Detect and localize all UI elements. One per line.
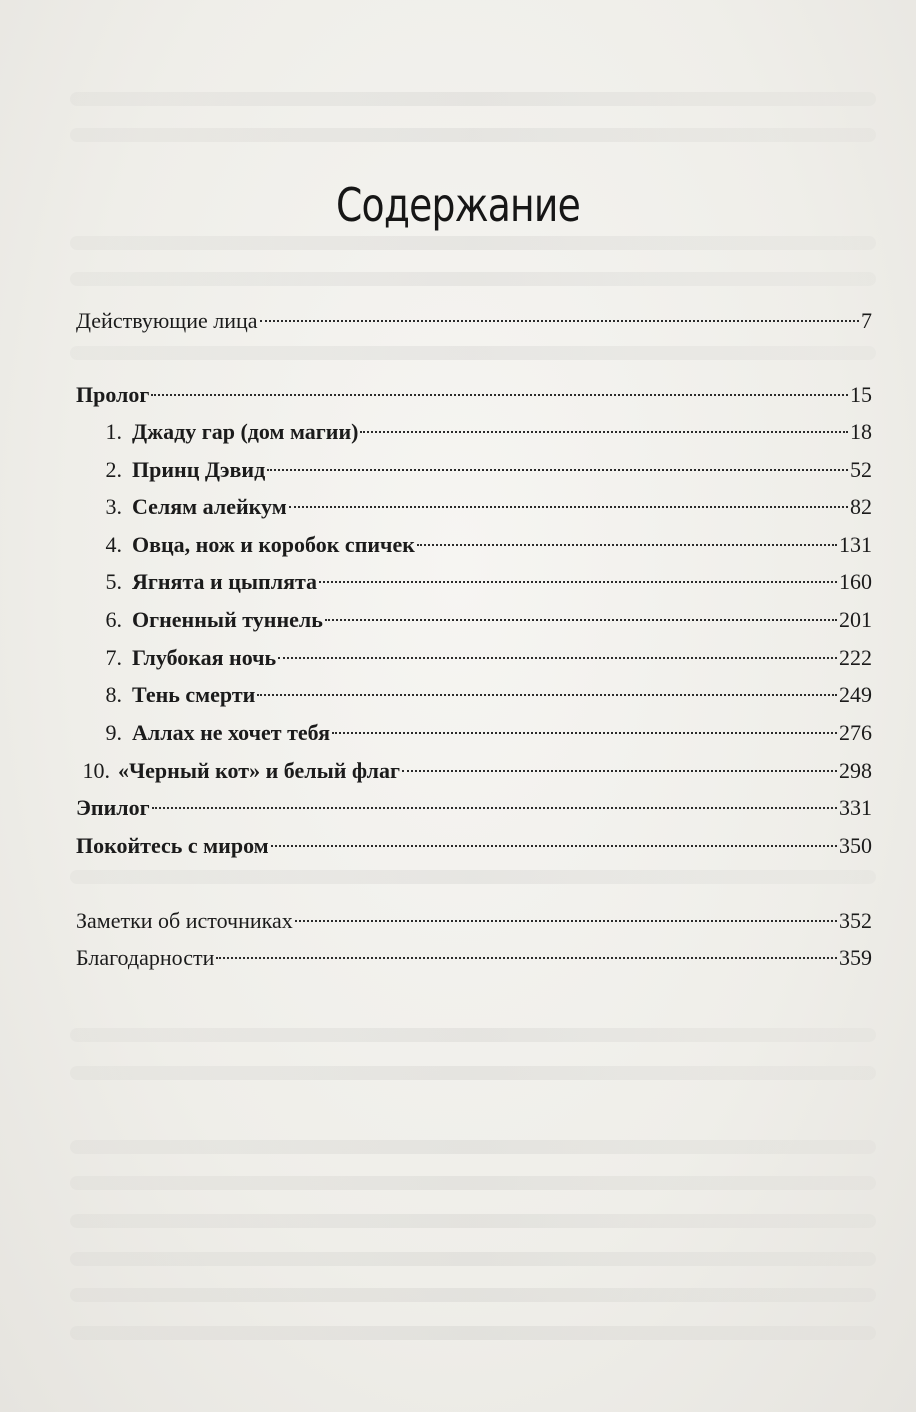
dot-leader — [295, 920, 837, 922]
page-number: 201 — [839, 607, 872, 632]
bleed-through-line — [70, 1288, 876, 1302]
toc-entry — [76, 678, 872, 712]
toc-entry — [76, 641, 872, 675]
toc-entry — [76, 791, 872, 825]
dot-leader — [325, 619, 837, 621]
bleed-through-line — [70, 92, 876, 106]
entry-title: Овца, нож и коробок спичек — [132, 532, 415, 557]
dot-leader — [319, 581, 837, 583]
dot-leader — [267, 469, 848, 471]
dot-leader — [360, 431, 848, 433]
toc-entry — [76, 941, 872, 975]
entry-title: Селям алейкум — [132, 494, 287, 519]
entry-title: Пролог — [76, 382, 150, 407]
bleed-through-line — [70, 128, 876, 142]
bleed-through-line — [70, 1140, 876, 1154]
dot-leader — [151, 394, 848, 396]
bleed-through-line — [70, 1028, 876, 1042]
entry-title: Эпилог — [76, 795, 150, 820]
bleed-through-line — [70, 346, 876, 360]
page-number: 298 — [839, 758, 872, 783]
toc-entry — [76, 304, 872, 338]
bleed-through-line — [70, 272, 876, 286]
page-number: 331 — [839, 795, 872, 820]
page-number: 7 — [861, 308, 872, 333]
page-title: Содержание — [336, 178, 580, 232]
bleed-through-line — [70, 1066, 876, 1080]
bleed-through-line — [70, 236, 876, 250]
dot-leader — [278, 657, 837, 659]
entry-title: Принц Дэвид — [132, 457, 266, 482]
entry-title: Покойтесь с миром — [76, 833, 269, 858]
page-number: 359 — [839, 945, 872, 970]
dot-leader — [289, 506, 848, 508]
entry-title: Аллах не хочет тебя — [132, 720, 331, 745]
chapter-number: 8. — [105, 682, 122, 707]
dot-leader — [260, 320, 859, 322]
dot-leader — [417, 544, 837, 546]
entry-title: Тень смерти — [132, 682, 256, 707]
bleed-through-line — [70, 1252, 876, 1266]
chapter-number: 9. — [105, 720, 122, 745]
chapter-number: 2. — [105, 457, 122, 482]
page-number: 131 — [839, 532, 872, 557]
dot-leader — [332, 732, 837, 734]
toc-entry — [76, 565, 872, 599]
toc-entry — [76, 490, 872, 524]
chapter-number: 1. — [105, 419, 122, 444]
entry-title: Ягнята и цыплята — [132, 569, 318, 594]
page-number: 52 — [850, 457, 872, 482]
bleed-through-line — [70, 1176, 876, 1190]
entry-title: «Черный кот» и белый флаг — [118, 758, 400, 783]
page-number: 15 — [850, 382, 872, 407]
bleed-through-line — [70, 870, 876, 884]
chapter-number: 4. — [105, 532, 122, 557]
toc-entry — [76, 829, 872, 863]
entry-title: Действующие лица — [76, 308, 258, 333]
toc-entry — [76, 453, 872, 487]
dot-leader — [257, 694, 837, 696]
entry-title: Джаду гар (дом магии) — [132, 419, 359, 444]
page-number: 18 — [850, 419, 872, 444]
toc-entry — [76, 415, 872, 449]
page-number: 350 — [839, 833, 872, 858]
dot-leader — [216, 957, 837, 959]
toc-entry — [76, 754, 872, 788]
page-number: 222 — [839, 645, 872, 670]
page-number: 160 — [839, 569, 872, 594]
toc-entry — [76, 904, 872, 938]
chapter-number: 5. — [105, 569, 122, 594]
toc-entry — [76, 378, 872, 412]
dot-leader — [152, 807, 837, 809]
toc-entry — [76, 716, 872, 750]
chapter-number: 6. — [105, 607, 122, 632]
chapter-number: 10. — [82, 758, 110, 783]
entry-title: Благодарности — [76, 945, 215, 970]
entry-title: Глубокая ночь — [132, 645, 277, 670]
entry-title: Огненный туннель — [132, 607, 323, 632]
toc-entry — [76, 603, 872, 637]
page-number: 352 — [839, 908, 872, 933]
toc-entry — [76, 528, 872, 562]
page-number: 82 — [850, 494, 872, 519]
bleed-through-line — [70, 1326, 876, 1340]
page-number: 249 — [839, 682, 872, 707]
bleed-through-line — [70, 1214, 876, 1228]
chapter-number: 7. — [105, 645, 122, 670]
entry-title: Заметки об источниках — [76, 908, 293, 933]
chapter-number: 3. — [105, 494, 122, 519]
dot-leader — [271, 845, 837, 847]
dot-leader — [402, 770, 837, 772]
page-number: 276 — [839, 720, 872, 745]
